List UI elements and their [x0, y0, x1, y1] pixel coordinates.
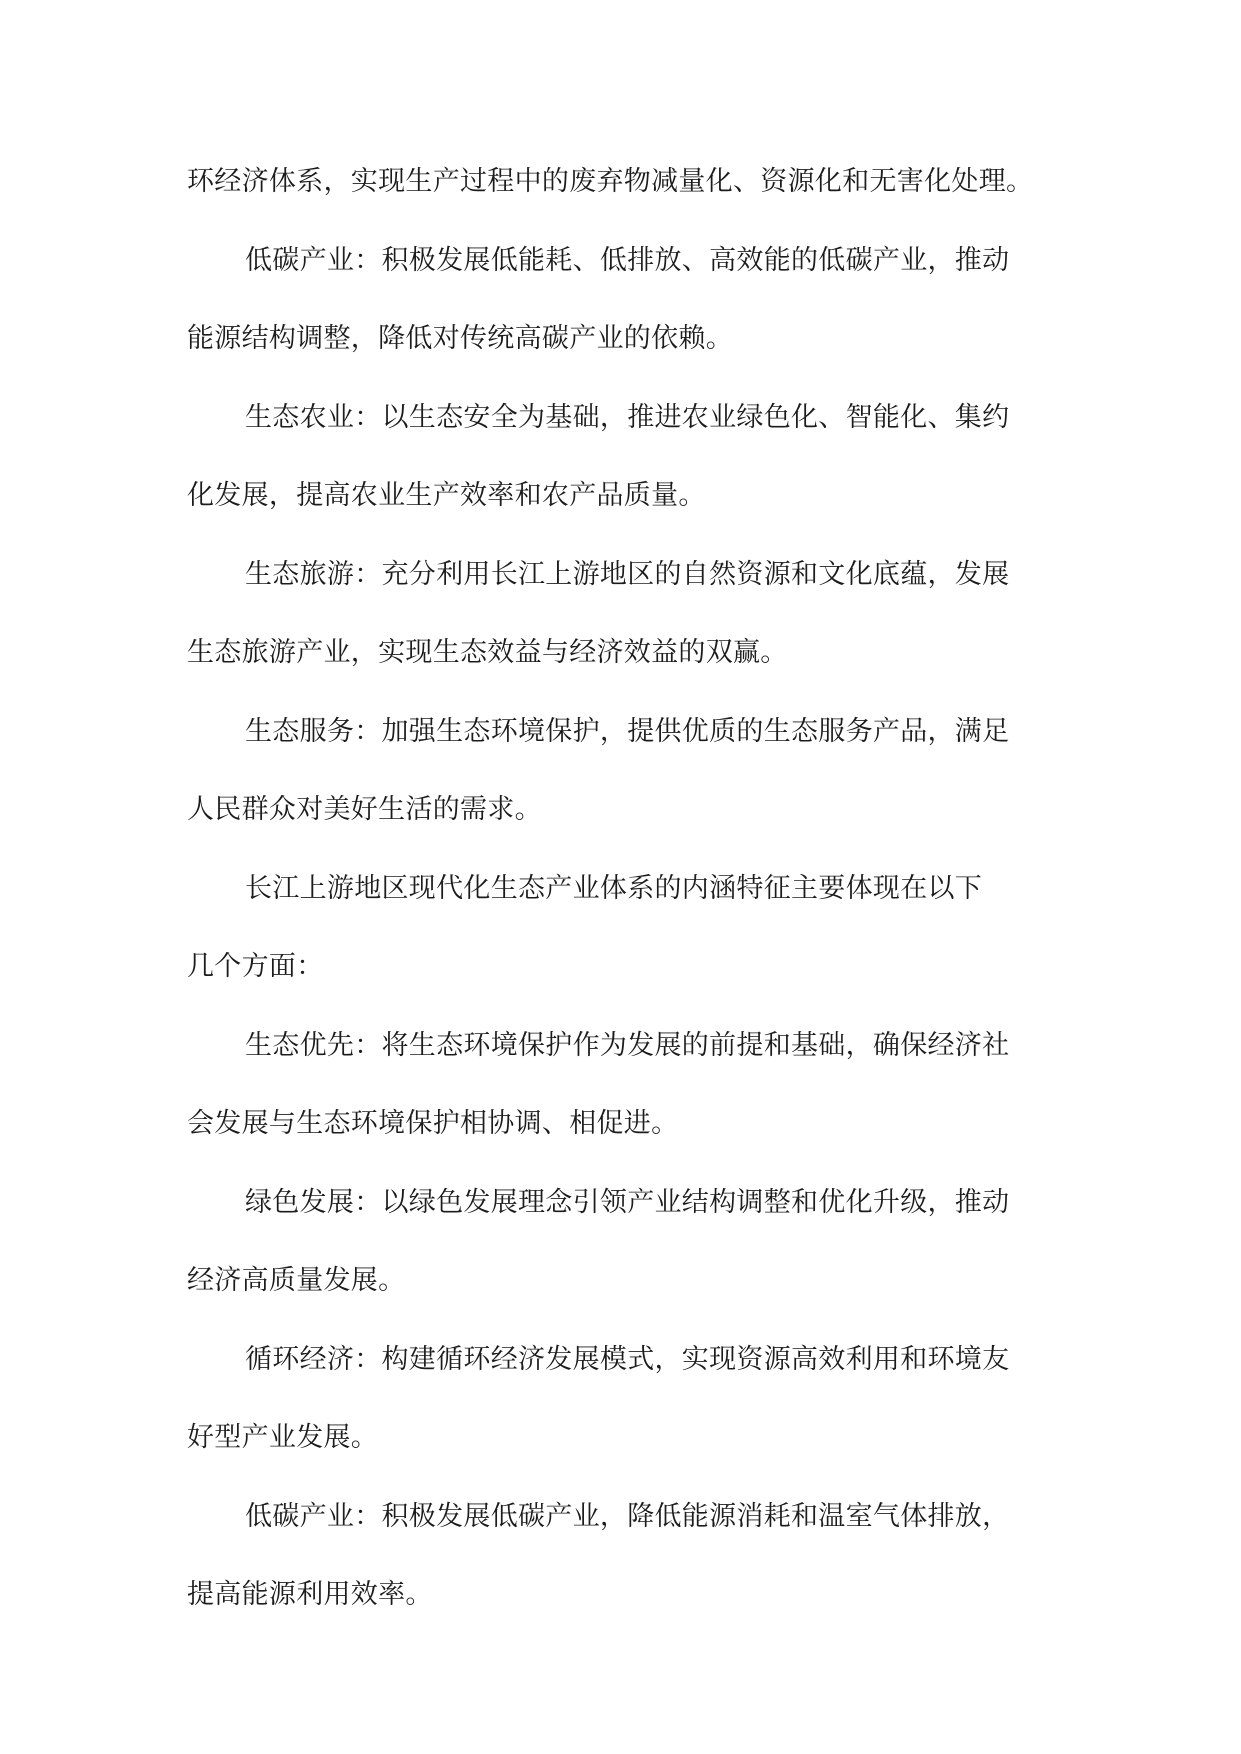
text-line: 提高能源利用效率。: [187, 1579, 433, 1610]
text-line: 好型产业发展。: [187, 1422, 379, 1453]
text-line: 长江上游地区现代化生态产业体系的内涵特征主要体现在以下: [245, 872, 983, 904]
text-line: 低碳产业：积极发展低碳产业，降低能源消耗和温室气体排放，: [245, 1500, 1010, 1532]
text-line: 能源结构调整，降低对传统高碳产业的依赖。: [187, 323, 733, 354]
text-line: 低碳产业：积极发展低能耗、低排放、高效能的低碳产业，推动: [245, 244, 1010, 276]
text-line: 经济高质量发展。: [187, 1265, 406, 1296]
text-line: 生态农业：以生态安全为基础，推进农业绿色化、智能化、集约: [245, 401, 1010, 433]
text-line: 绿色发展：以绿色发展理念引领产业结构调整和优化升级，推动: [245, 1186, 1010, 1218]
text-line: 环经济体系，实现生产过程中的废弃物减量化、资源化和无害化处理。: [187, 166, 1034, 197]
text-line: 生态旅游：充分利用长江上游地区的自然资源和文化底蕴，发展: [245, 558, 1010, 590]
text-line: 几个方面：: [187, 951, 324, 982]
text-line: 人民群众对美好生活的需求。: [187, 794, 542, 825]
text-line: 化发展，提高农业生产效率和农产品质量。: [187, 480, 706, 511]
text-line: 生态旅游产业，实现生态效益与经济效益的双赢。: [187, 637, 788, 668]
text-line: 生态服务：加强生态环境保护，提供优质的生态服务产品，满足: [245, 715, 1010, 747]
text-line: 会发展与生态环境保护相协调、相促进。: [187, 1108, 679, 1139]
document-body: [187, 143, 1059, 1635]
text-line: 循环经济：构建循环经济发展模式，实现资源高效利用和环境友: [245, 1343, 1010, 1375]
text-line: 生态优先：将生态环境保护作为发展的前提和基础，确保经济社: [245, 1029, 1010, 1061]
